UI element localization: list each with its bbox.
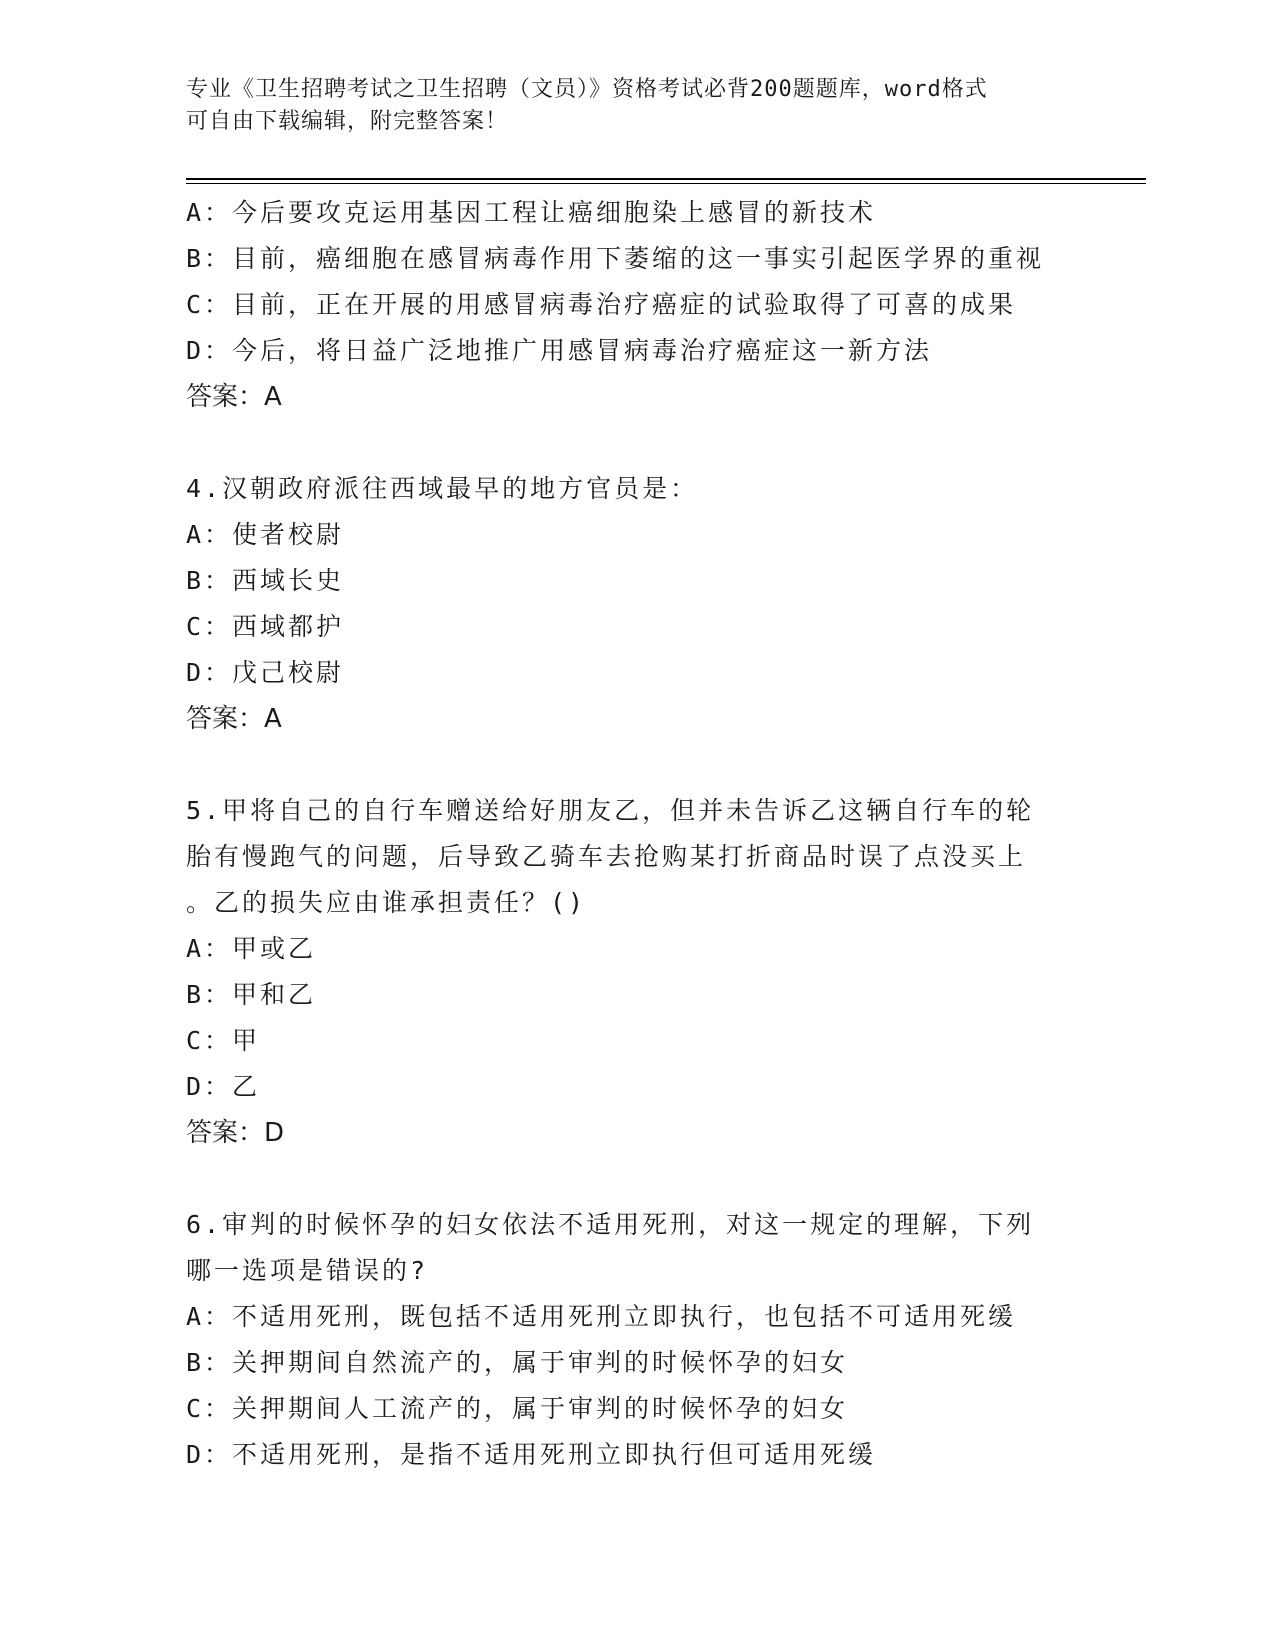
q4-option-b: B：西域长史 bbox=[186, 566, 345, 595]
question-4 bbox=[186, 466, 1086, 742]
q3-option-c: C：目前，正在开展的用感冒病毒治疗癌症的试验取得了可喜的成果 bbox=[186, 290, 1017, 319]
question-list bbox=[186, 190, 1086, 1478]
q4-answer: 答案：A bbox=[186, 704, 282, 734]
q6-question-line-2: 哪一选项是错误的? bbox=[186, 1256, 429, 1285]
q4-option-d: D：戊己校尉 bbox=[186, 658, 345, 687]
question-5 bbox=[186, 788, 1086, 1156]
q5-option-a: A：甲或乙 bbox=[186, 934, 317, 963]
q4-option-c: C：西域都护 bbox=[186, 612, 345, 641]
header-title-line-2: 可自由下载编辑，附完整答案！ bbox=[186, 109, 509, 134]
q6-option-a: A：不适用死刑，既包括不适用死刑立即执行，也包括不可适用死缓 bbox=[186, 1302, 1017, 1331]
spacer bbox=[186, 420, 1086, 466]
q3-option-b: B：目前，癌细胞在感冒病毒作用下萎缩的这一事实引起医学界的重视 bbox=[186, 244, 1045, 273]
document-header bbox=[186, 74, 1086, 138]
q5-option-c: C：甲 bbox=[186, 1026, 261, 1055]
header-rule-thick bbox=[186, 178, 1146, 180]
q3-answer: 答案：A bbox=[186, 382, 282, 412]
header-rule-thin bbox=[186, 183, 1146, 184]
q5-question-line-3: 。乙的损失应由谁承担责任？() bbox=[186, 888, 587, 917]
spacer bbox=[186, 742, 1086, 788]
q6-option-b: B：关押期间自然流产的，属于审判的时候怀孕的妇女 bbox=[186, 1348, 849, 1377]
q3-option-d: D：今后，将日益广泛地推广用感冒病毒治疗癌症这一新方法 bbox=[186, 336, 933, 365]
q3-option-a: A：今后要攻克运用基因工程让癌细胞染上感冒的新技术 bbox=[186, 198, 877, 227]
q6-question-line-1: 6.审判的时候怀孕的妇女依法不适用死刑，对这一规定的理解，下列 bbox=[186, 1210, 1035, 1239]
header-title-line-1: 专业《卫生招聘考试之卫生招聘（文员）》资格考试必背200题题库，word格式 bbox=[186, 77, 988, 102]
question-6 bbox=[186, 1202, 1086, 1478]
q5-question-line-2: 胎有慢跑气的问题，后导致乙骑车去抢购某打折商品时误了点没买上 bbox=[186, 842, 1027, 871]
q5-option-b: B：甲和乙 bbox=[186, 980, 317, 1009]
q4-option-a: A：使者校尉 bbox=[186, 520, 345, 549]
q5-option-d: D：乙 bbox=[186, 1072, 261, 1101]
q6-option-c: C：关押期间人工流产的，属于审判的时候怀孕的妇女 bbox=[186, 1394, 849, 1423]
q5-question-line-1: 5.甲将自己的自行车赠送给好朋友乙，但并未告诉乙这辆自行车的轮 bbox=[186, 796, 1035, 825]
question-3 bbox=[186, 190, 1086, 420]
q6-option-d: D：不适用死刑，是指不适用死刑立即执行但可适用死缓 bbox=[186, 1440, 877, 1469]
q5-answer: 答案：D bbox=[186, 1118, 285, 1148]
spacer bbox=[186, 1156, 1086, 1202]
q4-question: 4.汉朝政府派往西域最早的地方官员是： bbox=[186, 474, 699, 503]
